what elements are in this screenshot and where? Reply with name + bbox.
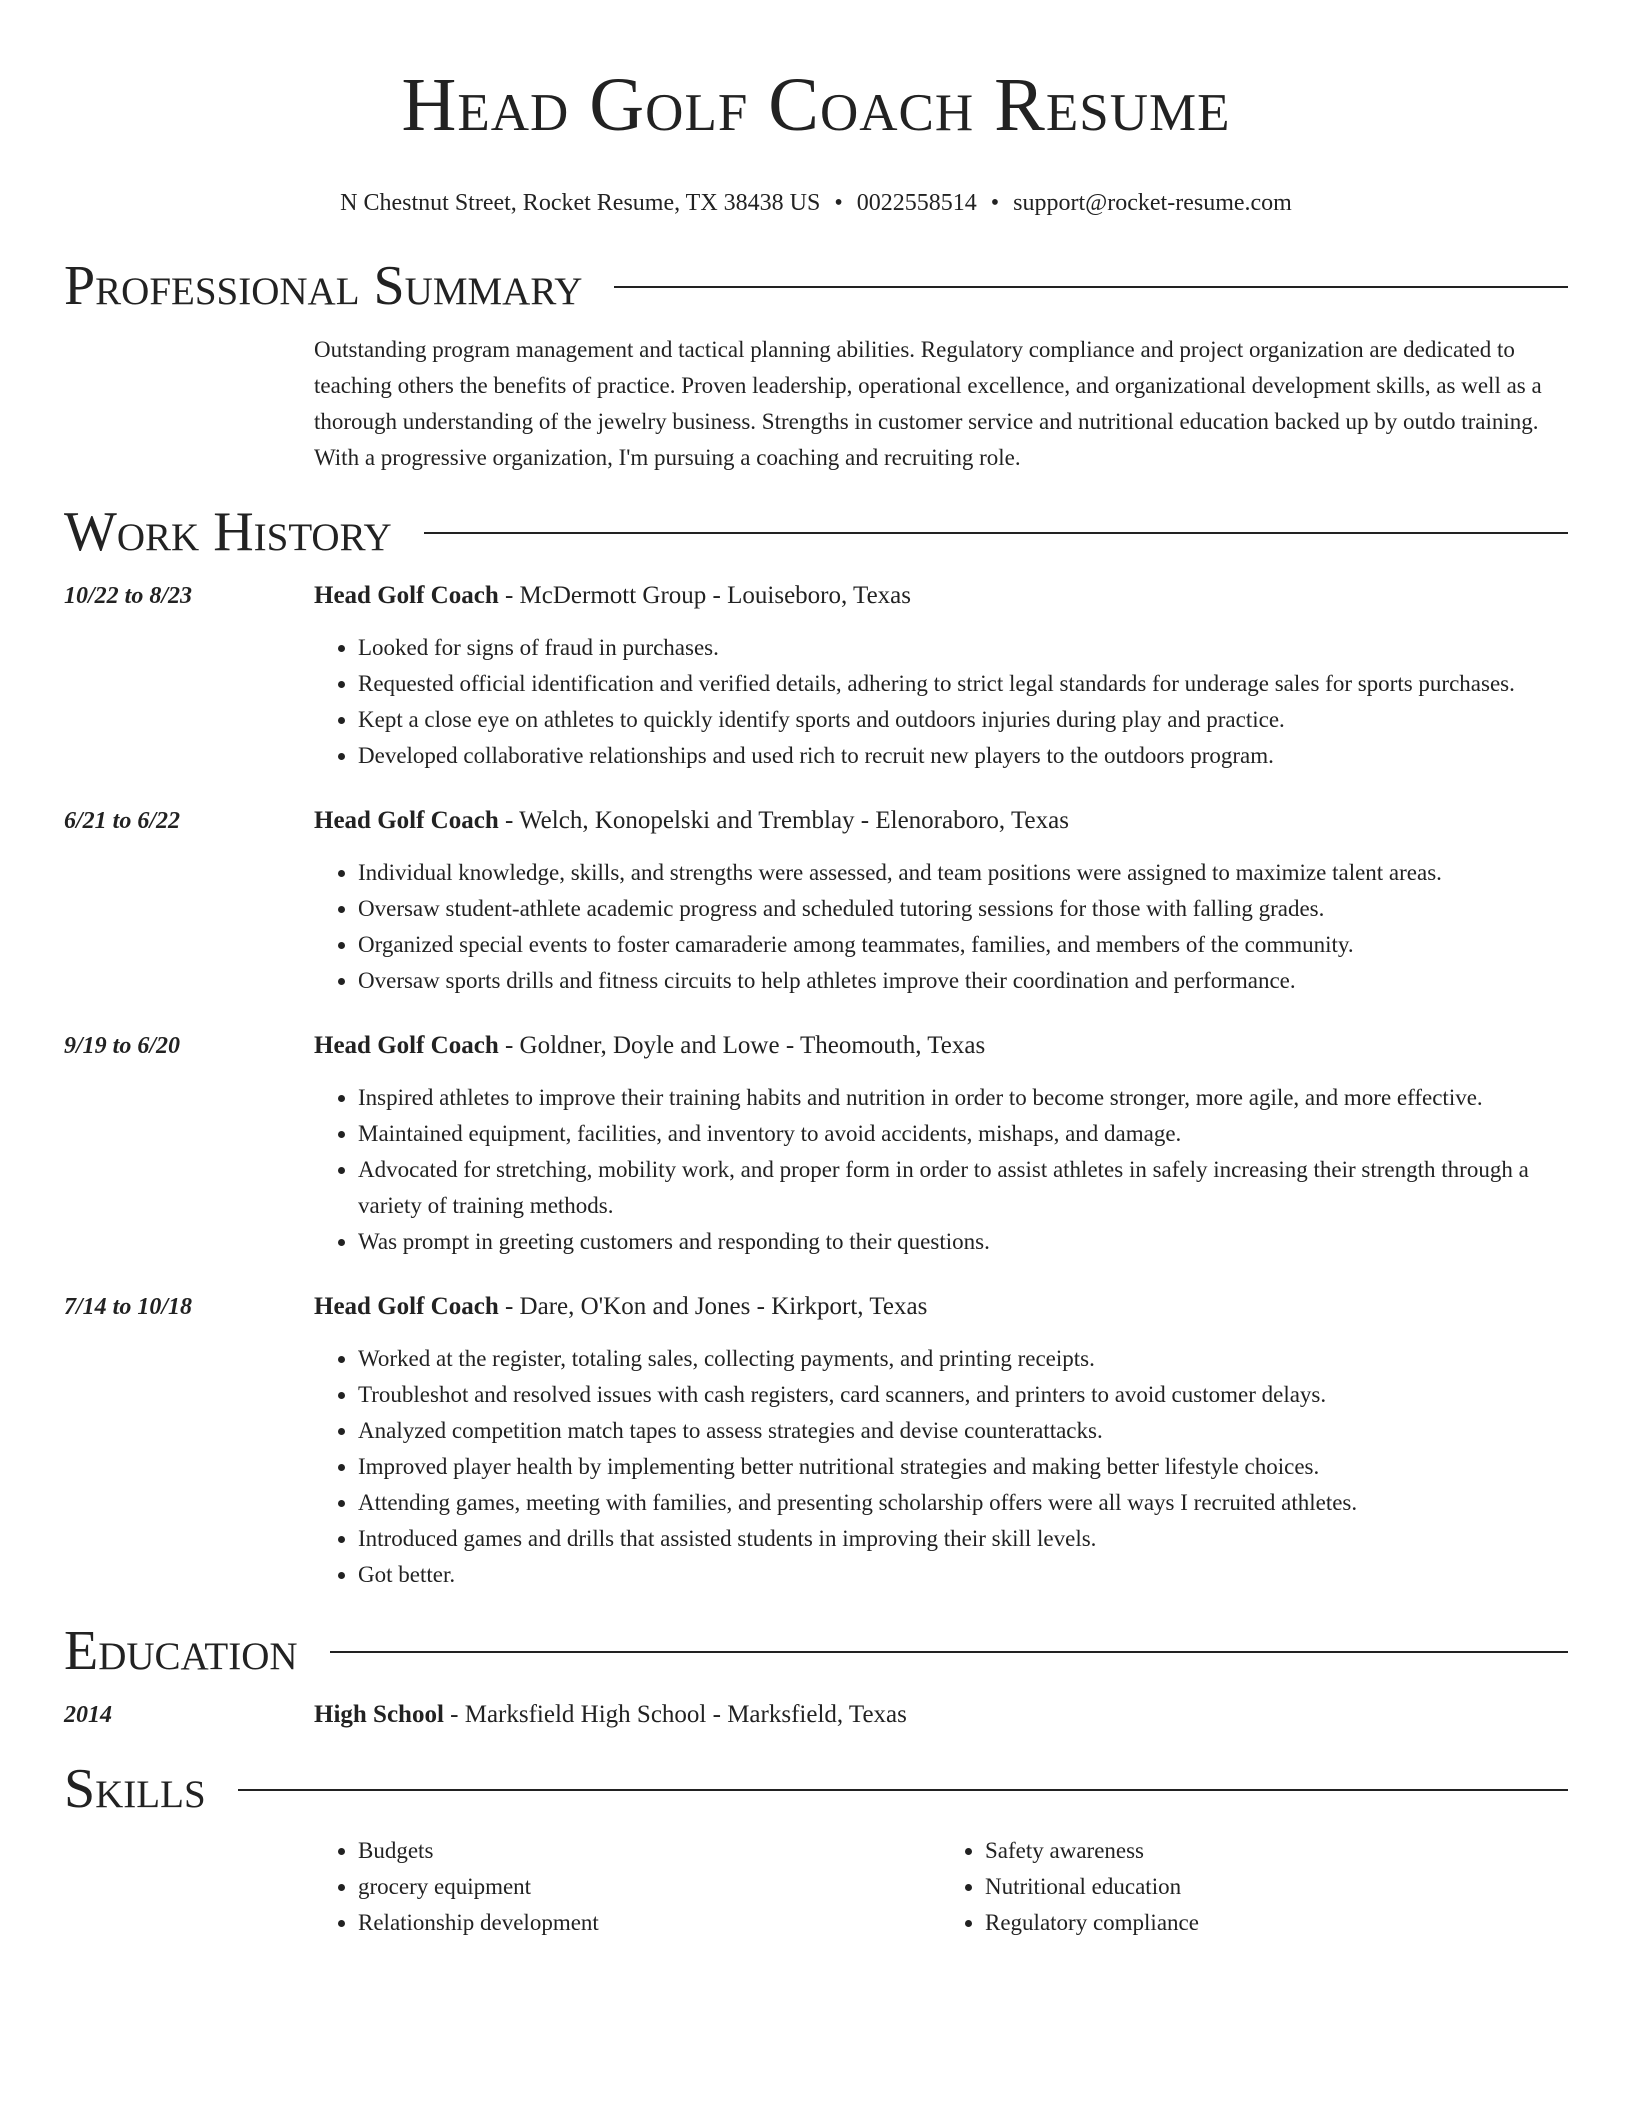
skill-item: • Nutritional education <box>985 1869 1568 1905</box>
job-details: - Dare, O'Kon and Jones - Kirkport, Texas <box>498 1293 928 1320</box>
job-heading <box>314 1030 1568 1062</box>
job-dates: 10/22 to 8/23 <box>64 583 193 609</box>
contact-line <box>64 188 1568 218</box>
list-item: • Oversaw student-athlete academic progress and scheduled tutoring sessions for those with falling grades. <box>358 891 1568 927</box>
section-divider <box>238 1789 1568 1791</box>
job-bullets <box>314 630 1568 774</box>
skills-section-header <box>64 1757 1568 1821</box>
job-entry <box>64 1291 1568 1593</box>
list-item: • Kept a close eye on athletes to quickly identify sports and outdoors injuries during play and practice. <box>358 702 1568 738</box>
job-title: Head Golf Coach <box>314 582 499 609</box>
list-item: • Looked for signs of fraud in purchases. <box>358 630 1568 666</box>
list-item: • Inspired athletes to improve their training habits and nutrition in order to become stronger, more agile, and more effective. <box>358 1080 1568 1116</box>
list-item: • Improved player health by implementing better nutritional strategies and making better lifestyle choices. <box>358 1449 1568 1485</box>
skills-list <box>314 1833 1568 1941</box>
education-section-title: Education <box>64 1620 298 1682</box>
education-degree: High School <box>314 1701 444 1728</box>
job-title: Head Golf Coach <box>314 807 499 834</box>
list-item: • Requested official identification and verified details, adhering to strict legal standards for underage sales for sports purchases. <box>358 666 1568 702</box>
list-item: • Oversaw sports drills and fitness circuits to help athletes improve their coordination and performance. <box>358 963 1568 999</box>
job-dates: 6/21 to 6/22 <box>64 808 181 834</box>
section-divider <box>424 532 1568 534</box>
job-bullets <box>314 855 1568 999</box>
list-item: • Advocated for stretching, mobility work, and proper form in order to assist athletes in safely increasing their strength through a variety of training methods. <box>358 1152 1568 1224</box>
skill-item: • Budgets <box>358 1833 941 1869</box>
list-item: • Introduced games and drills that assisted students in improving their skill levels. <box>358 1521 1568 1557</box>
job-heading <box>314 580 1568 612</box>
summary-section-title: Professional Summary <box>64 255 583 317</box>
job-entry <box>64 805 1568 999</box>
list-item: • Individual knowledge, skills, and strengths were assessed, and team positions were assigned to maximize talent areas. <box>358 855 1568 891</box>
job-body <box>314 805 1568 999</box>
skills-section-title: Skills <box>64 1758 206 1820</box>
resume-title: Head Golf Coach Resume <box>401 63 1231 147</box>
education-year: 2014 <box>64 1702 112 1728</box>
list-item: • Organized special events to foster camaraderie among teammates, families, and members of the community. <box>358 927 1568 963</box>
job-title: Head Golf Coach <box>314 1032 499 1059</box>
skill-item: • Regulatory compliance <box>985 1905 1568 1941</box>
summary-text: Outstanding program management and tactical planning abilities. Regulatory compliance and project organization are dedicated to teaching others the benefits of practice. Proven leadership, operational excellence, and organizational development skills, as well as a thorough understanding of the jewelry business. Strengths in customer service and nutritional education backed up by outdo training. With a progressive organization, I'm pursuing a coaching and recruiting role. <box>314 337 1542 470</box>
list-item: • Was prompt in greeting customers and responding to their questions. <box>358 1224 1568 1260</box>
list-item: • Troubleshot and resolved issues with cash registers, card scanners, and printers to avoid customer delays. <box>358 1377 1568 1413</box>
education-section-header <box>64 1619 1568 1683</box>
job-details: - McDermott Group - Louiseboro, Texas <box>498 582 911 609</box>
job-entry <box>64 1030 1568 1260</box>
section-divider <box>614 286 1568 288</box>
job-dates: 9/19 to 6/20 <box>64 1033 181 1059</box>
contact-phone: 0022558514 <box>856 190 977 216</box>
skill-item: • Safety awareness <box>985 1833 1568 1869</box>
work-section-header <box>64 500 1568 564</box>
education-entry <box>64 1699 1568 1731</box>
job-bullets <box>314 1341 1568 1593</box>
job-details: - Welch, Konopelski and Tremblay - Elenoraboro, Texas <box>498 807 1069 834</box>
list-item: • Got better. <box>358 1557 1568 1593</box>
skills-column-right <box>941 1833 1568 1941</box>
list-item: • Developed collaborative relationships and used rich to recruit new players to the outdoors program. <box>358 738 1568 774</box>
contact-address: N Chestnut Street, Rocket Resume, TX 38438 US <box>340 190 821 216</box>
section-divider <box>330 1651 1568 1653</box>
skill-item: • grocery equipment <box>358 1869 941 1905</box>
list-item: • Worked at the register, totaling sales, collecting payments, and printing receipts. <box>358 1341 1568 1377</box>
summary-section-header <box>64 254 1568 318</box>
work-section-title: Work History <box>64 501 392 563</box>
education-heading <box>314 1699 1568 1731</box>
job-body <box>314 1030 1568 1260</box>
job-dates: 7/14 to 10/18 <box>64 1294 193 1320</box>
job-heading <box>314 1291 1568 1323</box>
list-item: • Maintained equipment, facilities, and inventory to avoid accidents, mishaps, and damage. <box>358 1116 1568 1152</box>
education-body <box>314 1699 1568 1731</box>
job-heading <box>314 805 1568 837</box>
job-entry <box>64 580 1568 774</box>
education-details: - Marksfield High School - Marksfield, Texas <box>443 1701 907 1728</box>
list-item: • Attending games, meeting with families, and presenting scholarship offers were all ways I recruited athletes. <box>358 1485 1568 1521</box>
skill-item: • Relationship development <box>358 1905 941 1941</box>
job-title: Head Golf Coach <box>314 1293 499 1320</box>
job-bullets <box>314 1080 1568 1260</box>
job-body <box>314 580 1568 774</box>
contact-email: support@rocket-resume.com <box>1013 190 1292 216</box>
job-body <box>314 1291 1568 1593</box>
contact-separator: • <box>834 190 843 216</box>
list-item: • Analyzed competition match tapes to assess strategies and devise counterattacks. <box>358 1413 1568 1449</box>
contact-separator: • <box>990 190 1000 216</box>
job-details: - Goldner, Doyle and Lowe - Theomouth, Texas <box>498 1032 986 1059</box>
skills-column-left <box>314 1833 941 1941</box>
